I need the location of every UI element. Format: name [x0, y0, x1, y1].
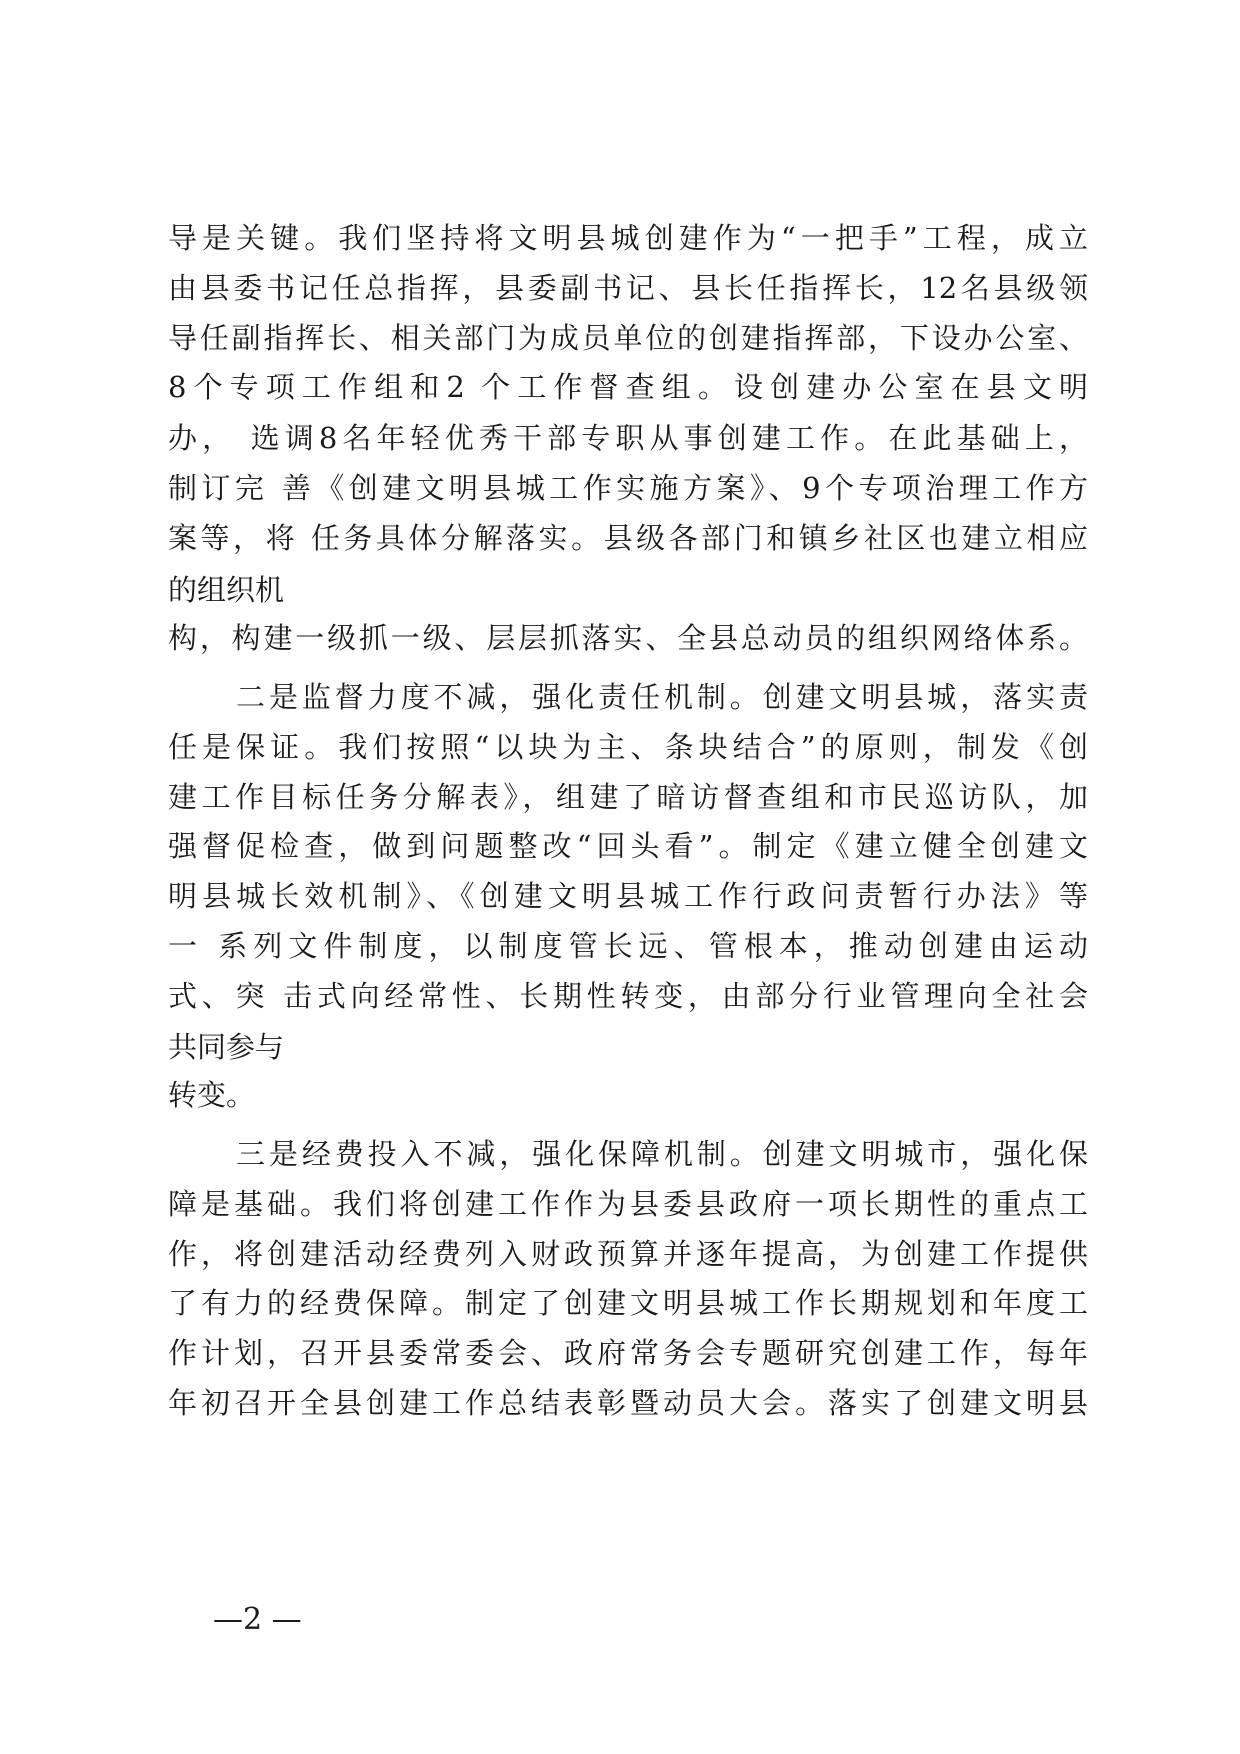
text-line: 案等，将 任务具体分解落实。县级各部门和镇乡社区也建立相应 [168, 521, 1088, 555]
text-line: 转变。 [168, 1078, 256, 1112]
text-line: 由县委书记任总指挥，县委副书记、县长任指挥长，12名县级领 [168, 271, 1088, 305]
text-line: 导是关键。我们坚持将文明县城创建作为“一把手”工程，成立 [168, 221, 1088, 255]
text-line: 障是基础。我们将创建工作作为县委县政府一项长期性的重点工 [168, 1187, 1088, 1221]
text-line: 建工作目标任务分解表》，组建了暗访督查组和市民巡访队，加 [168, 780, 1088, 814]
text-line: 制订完 善《创建文明县城工作实施方案》、9个专项治理工作方 [168, 471, 1088, 505]
text-line: 任是保证。我们按照“以块为主、条块结合”的原则，制发《创 [168, 730, 1088, 764]
text-line: 明县城长效机制》、《创建文明县城工作行政问责暂行办法》等 [168, 879, 1088, 913]
text-line: 办， 选调8名年轻优秀干部专职从事创建工作。在此基础上， [168, 421, 1088, 455]
text-line: 式、突 击式向经常性、长期性转变，由部分行业管理向全社会 [168, 979, 1088, 1013]
page-number: —2 — [213, 1602, 302, 1637]
text-line: 作，将创建活动经费列入财政预算并逐年提高，为创建工作提供 [168, 1237, 1088, 1271]
text-line: 的组织机 [168, 573, 285, 607]
text-line: 导任副指挥长、相关部门为成员单位的创建指挥部，下设办公室、 [168, 321, 1088, 355]
text-line: 作计划，召开县委常委会、政府常务会专题研究创建工作，每年 [168, 1336, 1088, 1370]
paragraph-first-line: 二是监督力度不减，强化责任机制。创建文明县城，落实责 [236, 680, 1088, 714]
text-line: 了有力的经费保障。制定了创建文明县城工作长期规划和年度工 [168, 1286, 1088, 1320]
text-line: 共同参与 [168, 1030, 285, 1064]
text-line: 8个专项工作组和2 个工作督查组。设创建办公室在县文明 [168, 370, 1088, 404]
text-line: 强督促检查，做到问题整改“回头看”。制定《建立健全创建文 [168, 829, 1088, 863]
text-line: 年初召开全县创建工作总结表彰暨动员大会。落实了创建文明县 [168, 1386, 1088, 1420]
paragraph-first-line: 三是经费投入不减，强化保障机制。创建文明城市，强化保 [236, 1137, 1088, 1171]
text-line: 构，构建一级抓一级、层层抓落实、全县总动员的组织网络体系。 [168, 621, 1088, 655]
text-line: 一 系列文件制度，以制度管长远、管根本，推动创建由运动 [168, 929, 1088, 963]
